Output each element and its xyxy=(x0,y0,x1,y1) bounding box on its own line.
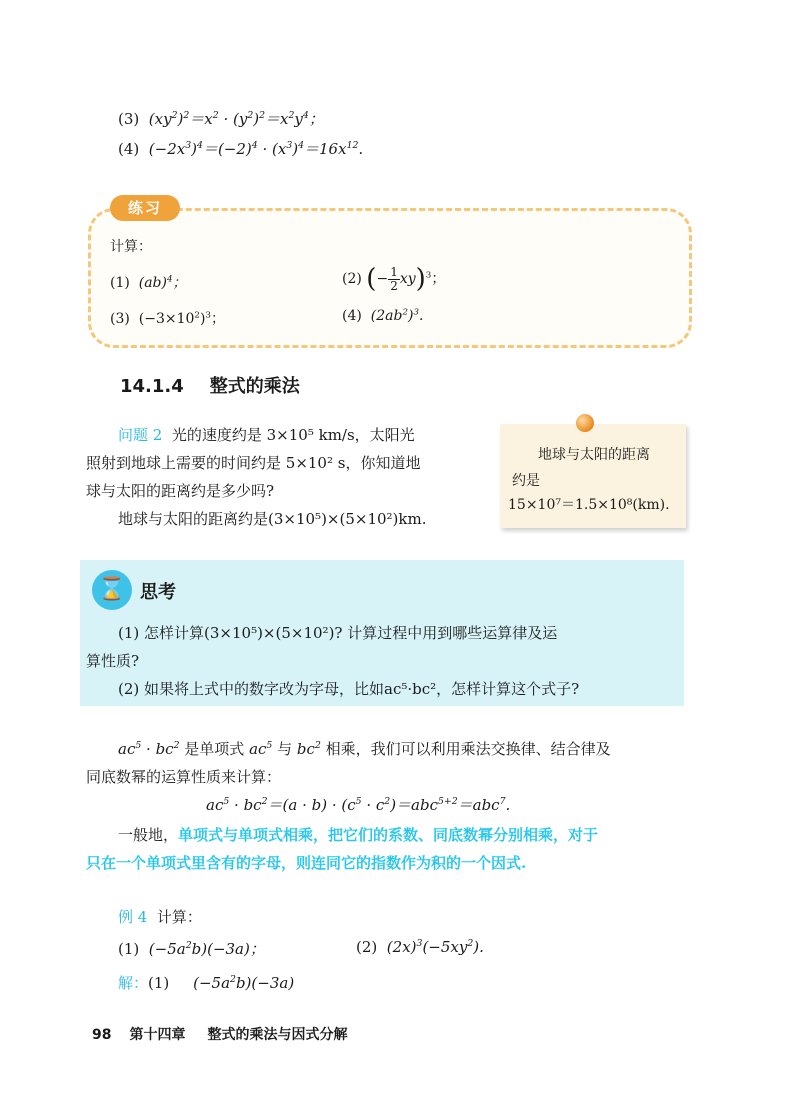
example-line-4 xyxy=(118,138,363,159)
hourglass-icon: ⌛ xyxy=(92,570,132,610)
example-line-3-formula: $(xy^2)^2=x^2 \cdot (y^2)^2=x^2y^4$； xyxy=(144,110,324,128)
solution-label: 解： xyxy=(118,974,149,992)
problem-text-line-1: 光的速度约是 3×10⁵ km/s，太阳光 xyxy=(171,426,415,444)
think-title: 思考 xyxy=(140,582,176,603)
example-line-3 xyxy=(118,108,324,129)
monomial-a: $ac^5$ xyxy=(249,740,273,758)
example-4-q1 xyxy=(118,938,265,959)
think-item-1-line-2: 算性质? xyxy=(86,652,140,670)
monomial-product: $ac^5 \cdot bc^2$ xyxy=(118,740,180,758)
practice-q1 xyxy=(110,272,187,292)
practice-q3 xyxy=(110,308,225,328)
body-para-1-text-b: 与 xyxy=(277,740,293,758)
practice-q1-label: (1) xyxy=(110,275,130,291)
problem-text-line-3: 球与太阳的距离约是多少吗? xyxy=(86,482,275,500)
practice-prompt: 计算： xyxy=(110,239,152,255)
rule-line-1 xyxy=(118,824,598,845)
problem-line-1 xyxy=(118,424,415,445)
example-4-label: 例 4 xyxy=(118,908,148,926)
example-4-header xyxy=(118,906,202,927)
practice-tab: 练习 xyxy=(110,195,180,221)
side-note-line-2: 约是 xyxy=(512,473,540,489)
body-para-1-line-1 xyxy=(118,738,611,759)
section-heading xyxy=(120,372,300,398)
practice-q2-label: (2) xyxy=(342,271,362,287)
practice-q4-label: (4) xyxy=(342,308,362,324)
problem-answer: 地球与太阳的距离约是(3×10⁵)×(5×10²)km. xyxy=(118,510,427,528)
example-4-q1-label: (1) xyxy=(118,940,140,958)
solution-line xyxy=(118,972,294,993)
practice-q4 xyxy=(342,308,423,324)
example-4-q2-label: (2) xyxy=(356,938,378,956)
think-item-2: (2) 如果将上式中的数字改为字母，比如ac⁵·bc²，怎样计算这个式子? xyxy=(118,680,580,698)
practice-q4-formula: $(2ab^2)^3$. xyxy=(366,307,424,324)
page-number: 98 xyxy=(92,1027,112,1043)
example-4-q1-formula: $(-5a^2b)(-3a)$； xyxy=(144,940,265,958)
practice-q3-label: (3) xyxy=(110,311,130,327)
practice-q1-formula: (ab)$^4$； xyxy=(134,274,187,291)
section-title: 整式的乘法 xyxy=(209,376,300,397)
problem-label: 问题 2 xyxy=(118,426,163,444)
section-number: 14.1.4 xyxy=(120,376,184,397)
chapter-title: 整式的乘法与因式分解 xyxy=(207,1027,348,1043)
solution-part: (1) xyxy=(148,974,170,992)
example-4-prompt: 计算： xyxy=(156,908,202,926)
body-para-1-text-a: 是单项式 xyxy=(184,740,245,758)
rule-highlight-1: 单项式与单项式相乘，把它们的系数、同底数幂分别相乘，对于 xyxy=(178,826,599,844)
body-equation: $ac^5 \cdot bc^2=(a \cdot b) \cdot (c^5 \cdot c^2)=abc^{5+2}=abc^7$. xyxy=(206,796,511,814)
rule-intro: 一般地， xyxy=(118,826,179,844)
problem-text-line-2: 照射到地球上需要的时间约是 5×10² s，你知道地 xyxy=(86,454,421,472)
page-footer xyxy=(92,1024,347,1044)
body-para-1-text-c: 相乘，我们可以利用乘法交换律、结合律及 xyxy=(325,740,611,758)
practice-q2 xyxy=(342,264,445,294)
practice-q3-formula: $(-3\times 10^2)^3$； xyxy=(134,310,225,327)
chapter-label: 第十四章 xyxy=(129,1027,186,1043)
pin-icon xyxy=(576,414,594,432)
side-note-line-1: 地球与太阳的距离 xyxy=(538,447,650,463)
body-para-1-line-2: 同底数幂的运算性质来计算： xyxy=(86,768,282,786)
practice-q2-formula: (− $\frac{1}{2}$ xy)$^3$； xyxy=(366,264,446,294)
think-item-1-line-1: (1) 怎样计算(3×10⁵)×(5×10²)? 计算过程中用到哪些运算律及运 xyxy=(118,624,558,642)
example-4-q2 xyxy=(356,938,484,956)
side-note-line-3: 15×10⁷＝1.5×10⁸(km). xyxy=(508,497,670,513)
example-line-3-label: (3) xyxy=(118,110,140,128)
side-note-card xyxy=(500,424,686,528)
example-4-q2-formula: $(2x)^3(-5xy^2)$. xyxy=(382,938,484,956)
example-line-4-label: (4) xyxy=(118,140,140,158)
monomial-b: $bc^2$ xyxy=(296,740,321,758)
rule-highlight-2: 只在一个单项式里含有的字母，则连同它的指数作为积的一个因式. xyxy=(86,854,527,872)
solution-formula: $(-5a^2b)(-3a)$ xyxy=(174,974,295,992)
example-line-4-formula: $(-2x^3)^4=(-2)^4 \cdot (x^3)^4=16x^{12}$. xyxy=(144,140,364,158)
